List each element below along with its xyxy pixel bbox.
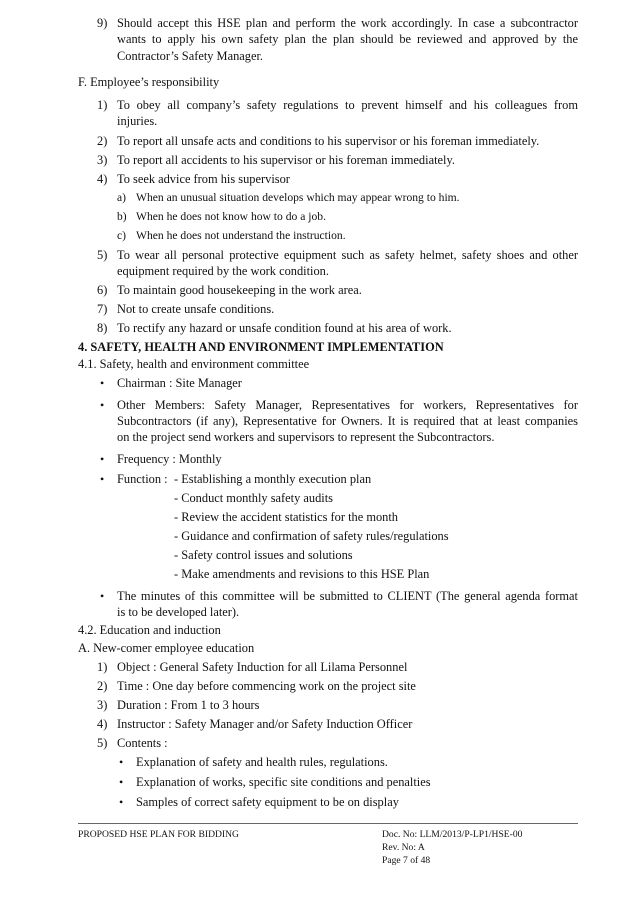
list-number: 5) — [97, 248, 108, 262]
list-text: Contractor’s Safety Manager. — [117, 49, 264, 63]
list-text: To obey all company’s safety regulations to prevent himself and his colleagues from — [117, 98, 578, 112]
list-number: 7) — [97, 302, 108, 316]
bullet-icon: • — [119, 755, 124, 769]
bullet-icon: • — [100, 376, 105, 390]
list-number: 2) — [97, 679, 108, 693]
sublist-letter: a) — [117, 192, 126, 204]
list-number: 1) — [97, 98, 108, 112]
function-item: - Guidance and confirmation of safety rules/regulations — [174, 529, 449, 543]
function-label: Function : — [117, 472, 168, 486]
sublist-text: When he does not understand the instruction. — [136, 229, 346, 242]
subsection-heading: A. New-comer employee education — [78, 641, 255, 655]
list-text: Time : One day before commencing work on the project site — [117, 679, 416, 693]
list-number: 8) — [97, 321, 108, 335]
function-item: - Make amendments and revisions to this HSE Plan — [174, 567, 430, 581]
list-number: 3) — [97, 698, 108, 712]
list-number: 3) — [97, 153, 108, 167]
list-text: Instructor : Safety Manager and/or Safety Induction Officer — [117, 717, 413, 731]
footer-rev-no: Rev. No: A — [382, 842, 425, 853]
section-heading: F. Employee’s responsibility — [78, 75, 220, 89]
list-text: wants to apply his own safety plan the plan should be reviewed and approved by the — [117, 32, 578, 46]
bullet-text: Chairman : Site Manager — [117, 376, 242, 390]
footer-divider — [78, 823, 578, 824]
list-number: 9) — [97, 16, 108, 30]
list-text: Not to create unsafe conditions. — [117, 302, 275, 316]
list-number: 4) — [97, 172, 108, 186]
bullet-icon: • — [100, 398, 105, 412]
bullet-text: is to be developed later). — [117, 605, 240, 619]
bullet-text: Other Members: Safety Manager, Representatives for workers, Representatives for — [117, 398, 578, 412]
list-text: To rectify any hazard or unsafe condition found at his area of work. — [117, 321, 452, 335]
subsection-heading: 4.2. Education and induction — [78, 623, 221, 637]
bullet-icon: • — [119, 775, 124, 789]
function-item: - Safety control issues and solutions — [174, 548, 353, 562]
bullet-text: Subcontractors (if any), Representative for Owners. It is required that at least companies — [117, 414, 578, 428]
list-text: To report all accidents to his supervisor or his foreman immediately. — [117, 153, 455, 167]
bullet-text: Explanation of works, specific site conditions and penalties — [136, 775, 431, 789]
bullet-icon: • — [119, 795, 124, 809]
list-text: Contents : — [117, 736, 168, 750]
list-text: Object : General Safety Induction for all Lilama Personnel — [117, 660, 408, 674]
function-item: - Review the accident statistics for the month — [174, 510, 398, 524]
bullet-text: Samples of correct safety equipment to be on display — [136, 795, 399, 809]
function-item: - Conduct monthly safety audits — [174, 491, 333, 505]
subsection-heading: 4.1. Safety, health and environment committee — [78, 357, 310, 371]
bullet-icon: • — [100, 452, 105, 466]
footer-doc-no: Doc. No: LLM/2013/P-LP1/HSE-00 — [382, 829, 523, 840]
bullet-text: Frequency : Monthly — [117, 452, 222, 466]
list-text: Should accept this HSE plan and perform the work accordingly. In case a subcontractor — [117, 16, 578, 30]
bullet-icon: • — [100, 472, 105, 486]
list-number: 1) — [97, 660, 108, 674]
list-text: Duration : From 1 to 3 hours — [117, 698, 260, 712]
list-number: 5) — [97, 736, 108, 750]
bullet-text: on the project send workers and supervisors to represent the Subcontractors. — [117, 430, 495, 444]
list-text: injuries. — [117, 114, 158, 128]
list-text: To report all unsafe acts and conditions to his supervisor or his foreman immediately. — [117, 134, 540, 148]
sublist-text: When an unusual situation develops which may appear wrong to him. — [136, 191, 460, 204]
sublist-letter: c) — [117, 230, 126, 242]
list-number: 6) — [97, 283, 108, 297]
list-number: 4) — [97, 717, 108, 731]
bullet-text: The minutes of this committee will be submitted to CLIENT (The general agenda format — [117, 589, 578, 603]
section-heading: 4. SAFETY, HEALTH AND ENVIRONMENT IMPLEMENTATION — [78, 340, 444, 354]
list-text: To maintain good housekeeping in the work area. — [117, 283, 362, 297]
list-number: 2) — [97, 134, 108, 148]
footer-title: PROPOSED HSE PLAN FOR BIDDING — [78, 829, 239, 840]
footer-page-number: Page 7 of 48 — [382, 855, 431, 866]
sublist-letter: b) — [117, 211, 127, 223]
list-text: equipment required by the work condition. — [117, 264, 329, 278]
bullet-text: Explanation of safety and health rules, regulations. — [136, 755, 388, 769]
function-item: - Establishing a monthly execution plan — [174, 472, 372, 486]
bullet-icon: • — [100, 589, 105, 603]
list-text: To seek advice from his supervisor — [117, 172, 290, 186]
sublist-text: When he does not know how to do a job. — [136, 210, 326, 223]
list-text: To wear all personal protective equipment such as safety helmet, safety shoes and other — [117, 248, 578, 262]
